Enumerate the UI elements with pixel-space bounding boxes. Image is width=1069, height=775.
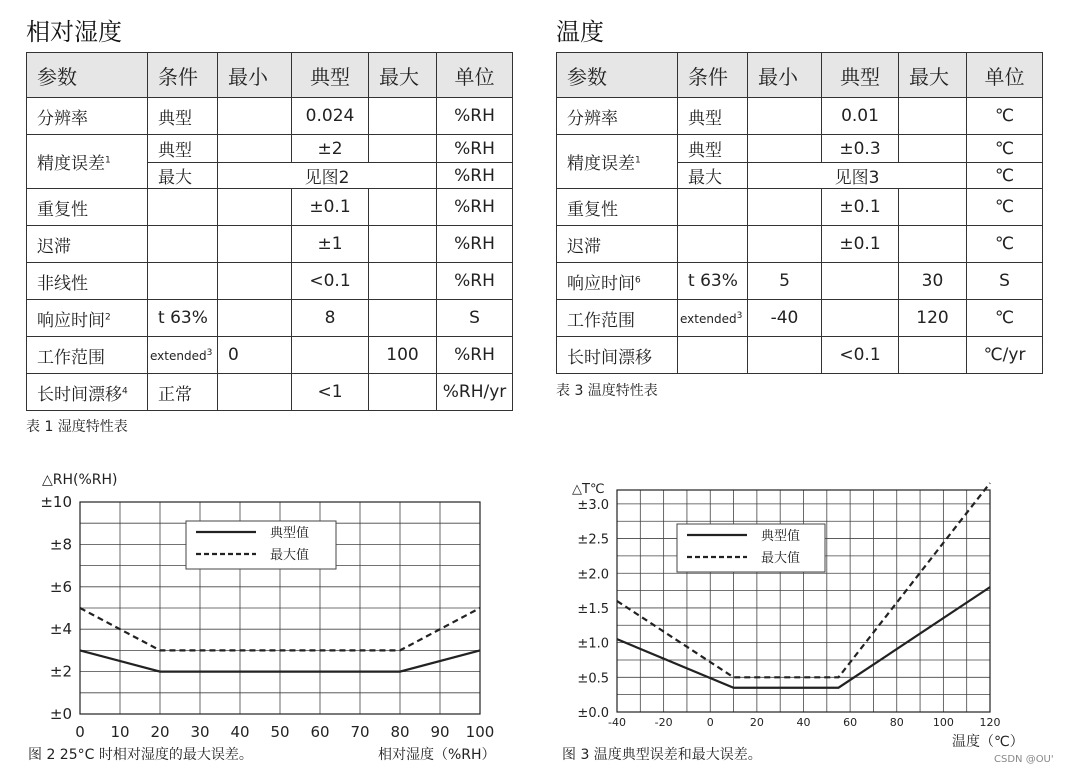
table-row (27, 135, 513, 163)
table-row (557, 189, 1043, 226)
max-cell (369, 135, 437, 163)
table-row (557, 135, 1043, 163)
legend-box (677, 524, 825, 572)
min-cell (218, 263, 292, 300)
min-cell (218, 189, 292, 226)
table-row (27, 337, 513, 374)
table-header-row (27, 53, 513, 98)
unit-cell: %RH (437, 189, 513, 226)
table-row (557, 263, 1043, 300)
cond-cell: 正常 (148, 374, 218, 411)
param-cell (557, 135, 678, 189)
x-tick-label: 30 (190, 723, 210, 741)
cond-cell: 最大 (678, 163, 748, 189)
typ-cell: ±1 (292, 226, 369, 263)
header-cell: 典型 (292, 53, 369, 98)
param-cell: 重复性 (27, 189, 148, 226)
min-cell: 5 (748, 263, 822, 300)
x-tick-label: 0 (75, 723, 85, 741)
x-tick-label: 60 (843, 716, 858, 729)
param-cell: 工作范围 (27, 337, 148, 374)
max-cell (369, 374, 437, 411)
cond-cell: 典型 (148, 135, 218, 163)
x-tick-label: 90 (430, 723, 450, 741)
footnote-mark: 1 (635, 155, 641, 166)
param-cell: 重复性 (557, 189, 678, 226)
y-tick-label: ±6 (49, 577, 72, 596)
footnote-mark: 3 (736, 310, 743, 321)
min-cell (748, 98, 822, 135)
param-cell (27, 135, 148, 189)
param-cell (27, 300, 148, 337)
typ-cell: <0.1 (292, 263, 369, 300)
legend-label: 最大值 (761, 551, 801, 566)
y-tick-label: ±0 (49, 705, 72, 723)
table-row (27, 98, 513, 135)
cond-cell: 最大 (148, 163, 218, 189)
param-cell: 分辨率 (557, 98, 678, 135)
unit-cell: %RH (437, 135, 513, 163)
table-row (27, 263, 513, 300)
unit-cell: ℃ (967, 300, 1043, 337)
x-tick-label: 120 (979, 716, 1001, 729)
param-cell (557, 263, 678, 300)
param-cell: 迟滞 (557, 226, 678, 263)
humidity-title: 相对湿度 (26, 18, 122, 46)
x-tick-label: 0 (706, 716, 714, 729)
typ-cell: ±0.3 (822, 135, 899, 163)
header-cell: 最大 (369, 53, 437, 98)
param-cell (27, 374, 148, 411)
min-cell (218, 374, 292, 411)
temperature-title: 温度 (556, 18, 604, 46)
unit-cell: ℃ (967, 135, 1043, 163)
header-cell: 典型 (822, 53, 899, 98)
x-tick-label: 60 (310, 723, 330, 741)
max-cell (369, 226, 437, 263)
header-cell: 单位 (437, 53, 513, 98)
typ-cell: 0.01 (822, 98, 899, 135)
x-tick-label: 70 (350, 723, 370, 741)
cond-cell (678, 189, 748, 226)
humidity-error-chart (0, 465, 540, 765)
max-cell (899, 189, 967, 226)
typ-cell: <1 (292, 374, 369, 411)
max-cell: 120 (899, 300, 967, 337)
cond-cell (148, 263, 218, 300)
typ-cell: <0.1 (822, 337, 899, 374)
param-text: 长时间漂移 (37, 384, 122, 405)
unit-cell: %RH (437, 98, 513, 135)
footnote-mark: 4 (122, 385, 128, 396)
param-cell: 非线性 (27, 263, 148, 300)
unit-cell: ℃ (967, 189, 1043, 226)
max-cell (369, 98, 437, 135)
footnote-mark: 2 (105, 311, 111, 322)
y-tick-label: ±3.0 (577, 497, 609, 513)
param-text: 精度误差 (567, 154, 635, 174)
footnote-mark: 3 (206, 347, 213, 358)
y-tick-label: ±2.5 (577, 532, 609, 548)
x-tick-label: 100 (465, 723, 495, 741)
typ-cell: ±0.1 (822, 189, 899, 226)
min-cell: -40 (748, 300, 822, 337)
max-cell (369, 263, 437, 300)
cond-cell: 典型 (148, 98, 218, 135)
x-tick-label: 10 (110, 723, 130, 741)
header-cell: 最大 (899, 53, 967, 98)
param-text: 精度误差 (37, 154, 105, 174)
y-axis-label: △T℃ (572, 482, 605, 497)
min-cell (748, 135, 822, 163)
y-tick-label: ±1.5 (577, 601, 609, 617)
cond-cell (148, 337, 218, 374)
unit-cell: %RH (437, 163, 513, 189)
min-cell (218, 300, 292, 337)
y-tick-label: ±2.0 (577, 567, 609, 583)
unit-cell: ℃/yr (967, 337, 1043, 374)
max-cell (369, 189, 437, 226)
cond-cell (678, 226, 748, 263)
footnote-mark: 6 (635, 274, 641, 285)
ref-cell: 见图3 (748, 163, 967, 189)
x-tick-label: 20 (150, 723, 170, 741)
min-cell (218, 226, 292, 263)
cond-cell: 典型 (678, 135, 748, 163)
x-tick-label: 20 (749, 716, 764, 729)
typ-cell (822, 300, 899, 337)
typ-cell (822, 263, 899, 300)
min-cell (218, 135, 292, 163)
min-cell (218, 98, 292, 135)
table-row (557, 300, 1043, 337)
header-cell: 最小 (748, 53, 822, 98)
footnote-mark: 1 (105, 155, 111, 166)
y-tick-label: ±2 (49, 662, 72, 681)
x-tick-label: 40 (230, 723, 250, 741)
y-tick-label: ±0.5 (577, 671, 609, 687)
cond-cell (148, 189, 218, 226)
typ-cell: 8 (292, 300, 369, 337)
typ-cell: ±0.1 (292, 189, 369, 226)
legend-box (186, 521, 336, 569)
typ-cell: 0.024 (292, 98, 369, 135)
temperature-table-caption: 表 3 温度特性表 (556, 383, 658, 399)
table-row (557, 98, 1043, 135)
cond-cell: 典型 (678, 98, 748, 135)
legend-label: 最大值 (270, 548, 310, 563)
cond-text: extended (150, 348, 207, 363)
x-tick-label: 100 (932, 716, 954, 729)
table-row (27, 189, 513, 226)
temperature-spec-table (556, 52, 1043, 374)
humidity-spec-table (26, 52, 513, 411)
typ-cell (292, 337, 369, 374)
cond-text: extended (680, 311, 737, 326)
x-tick-label: 40 (796, 716, 811, 729)
figure3-caption: 图 3 温度典型误差和最大误差。 (562, 747, 762, 763)
param-cell: 分辨率 (27, 98, 148, 135)
y-axis-label: △RH(%RH) (42, 472, 118, 488)
header-cell: 条件 (148, 53, 218, 98)
min-cell (748, 189, 822, 226)
figure2-xlabel: 相对湿度（%RH） (378, 747, 496, 763)
legend-label: 典型值 (761, 529, 801, 544)
y-tick-label: ±0.0 (577, 706, 609, 721)
cond-cell (678, 300, 748, 337)
unit-cell: S (437, 300, 513, 337)
header-cell: 条件 (678, 53, 748, 98)
typ-cell: ±0.1 (822, 226, 899, 263)
param-cell: 长时间漂移 (557, 337, 678, 374)
max-cell (899, 135, 967, 163)
humidity-table-caption: 表 1 湿度特性表 (26, 419, 128, 435)
ref-cell: 见图2 (218, 163, 437, 189)
header-cell: 单位 (967, 53, 1043, 98)
typ-cell: ±2 (292, 135, 369, 163)
y-tick-label: ±10 (40, 493, 72, 511)
table-row (27, 300, 513, 337)
max-cell: 100 (369, 337, 437, 374)
x-tick-label: 80 (390, 723, 410, 741)
table-row (557, 226, 1043, 263)
table-row (557, 337, 1043, 374)
unit-cell: ℃ (967, 98, 1043, 135)
header-cell: 参数 (27, 53, 148, 98)
unit-cell: ℃ (967, 163, 1043, 189)
figure2-caption: 图 2 25°C 时相对湿度的最大误差。 (28, 747, 253, 763)
x-tick-label: 50 (270, 723, 290, 741)
param-cell: 迟滞 (27, 226, 148, 263)
unit-cell: %RH (437, 263, 513, 300)
unit-cell: %RH (437, 337, 513, 374)
table-header-row (557, 53, 1043, 98)
max-cell: 30 (899, 263, 967, 300)
figure3-xlabel: 温度（℃） (952, 734, 1024, 750)
param-text: 响应时间 (37, 310, 105, 331)
header-cell: 最小 (218, 53, 292, 98)
table-row (27, 374, 513, 411)
unit-cell: %RH (437, 226, 513, 263)
max-cell (899, 98, 967, 135)
header-cell: 参数 (557, 53, 678, 98)
max-cell (899, 226, 967, 263)
cond-cell (148, 226, 218, 263)
cond-cell: t 63% (148, 300, 218, 337)
x-tick-label: -40 (608, 716, 626, 729)
y-tick-label: ±4 (49, 620, 72, 639)
max-cell (899, 337, 967, 374)
cond-cell (678, 337, 748, 374)
min-cell: 0 (218, 337, 292, 374)
cond-cell: t 63% (678, 263, 748, 300)
x-tick-label: 80 (889, 716, 904, 729)
x-tick-label: -20 (654, 716, 673, 729)
unit-cell: S (967, 263, 1043, 300)
min-cell (748, 226, 822, 263)
param-cell: 工作范围 (557, 300, 678, 337)
y-tick-label: ±1.0 (577, 636, 609, 652)
temperature-error-chart (560, 475, 1060, 775)
min-cell (748, 337, 822, 374)
unit-cell: ℃ (967, 226, 1043, 263)
watermark: CSDN @OU' (994, 754, 1054, 765)
unit-cell: %RH/yr (437, 374, 513, 411)
y-tick-label: ±8 (49, 535, 72, 554)
table-row (27, 226, 513, 263)
param-text: 响应时间 (567, 273, 635, 294)
legend-label: 典型值 (270, 526, 310, 541)
max-cell (369, 300, 437, 337)
